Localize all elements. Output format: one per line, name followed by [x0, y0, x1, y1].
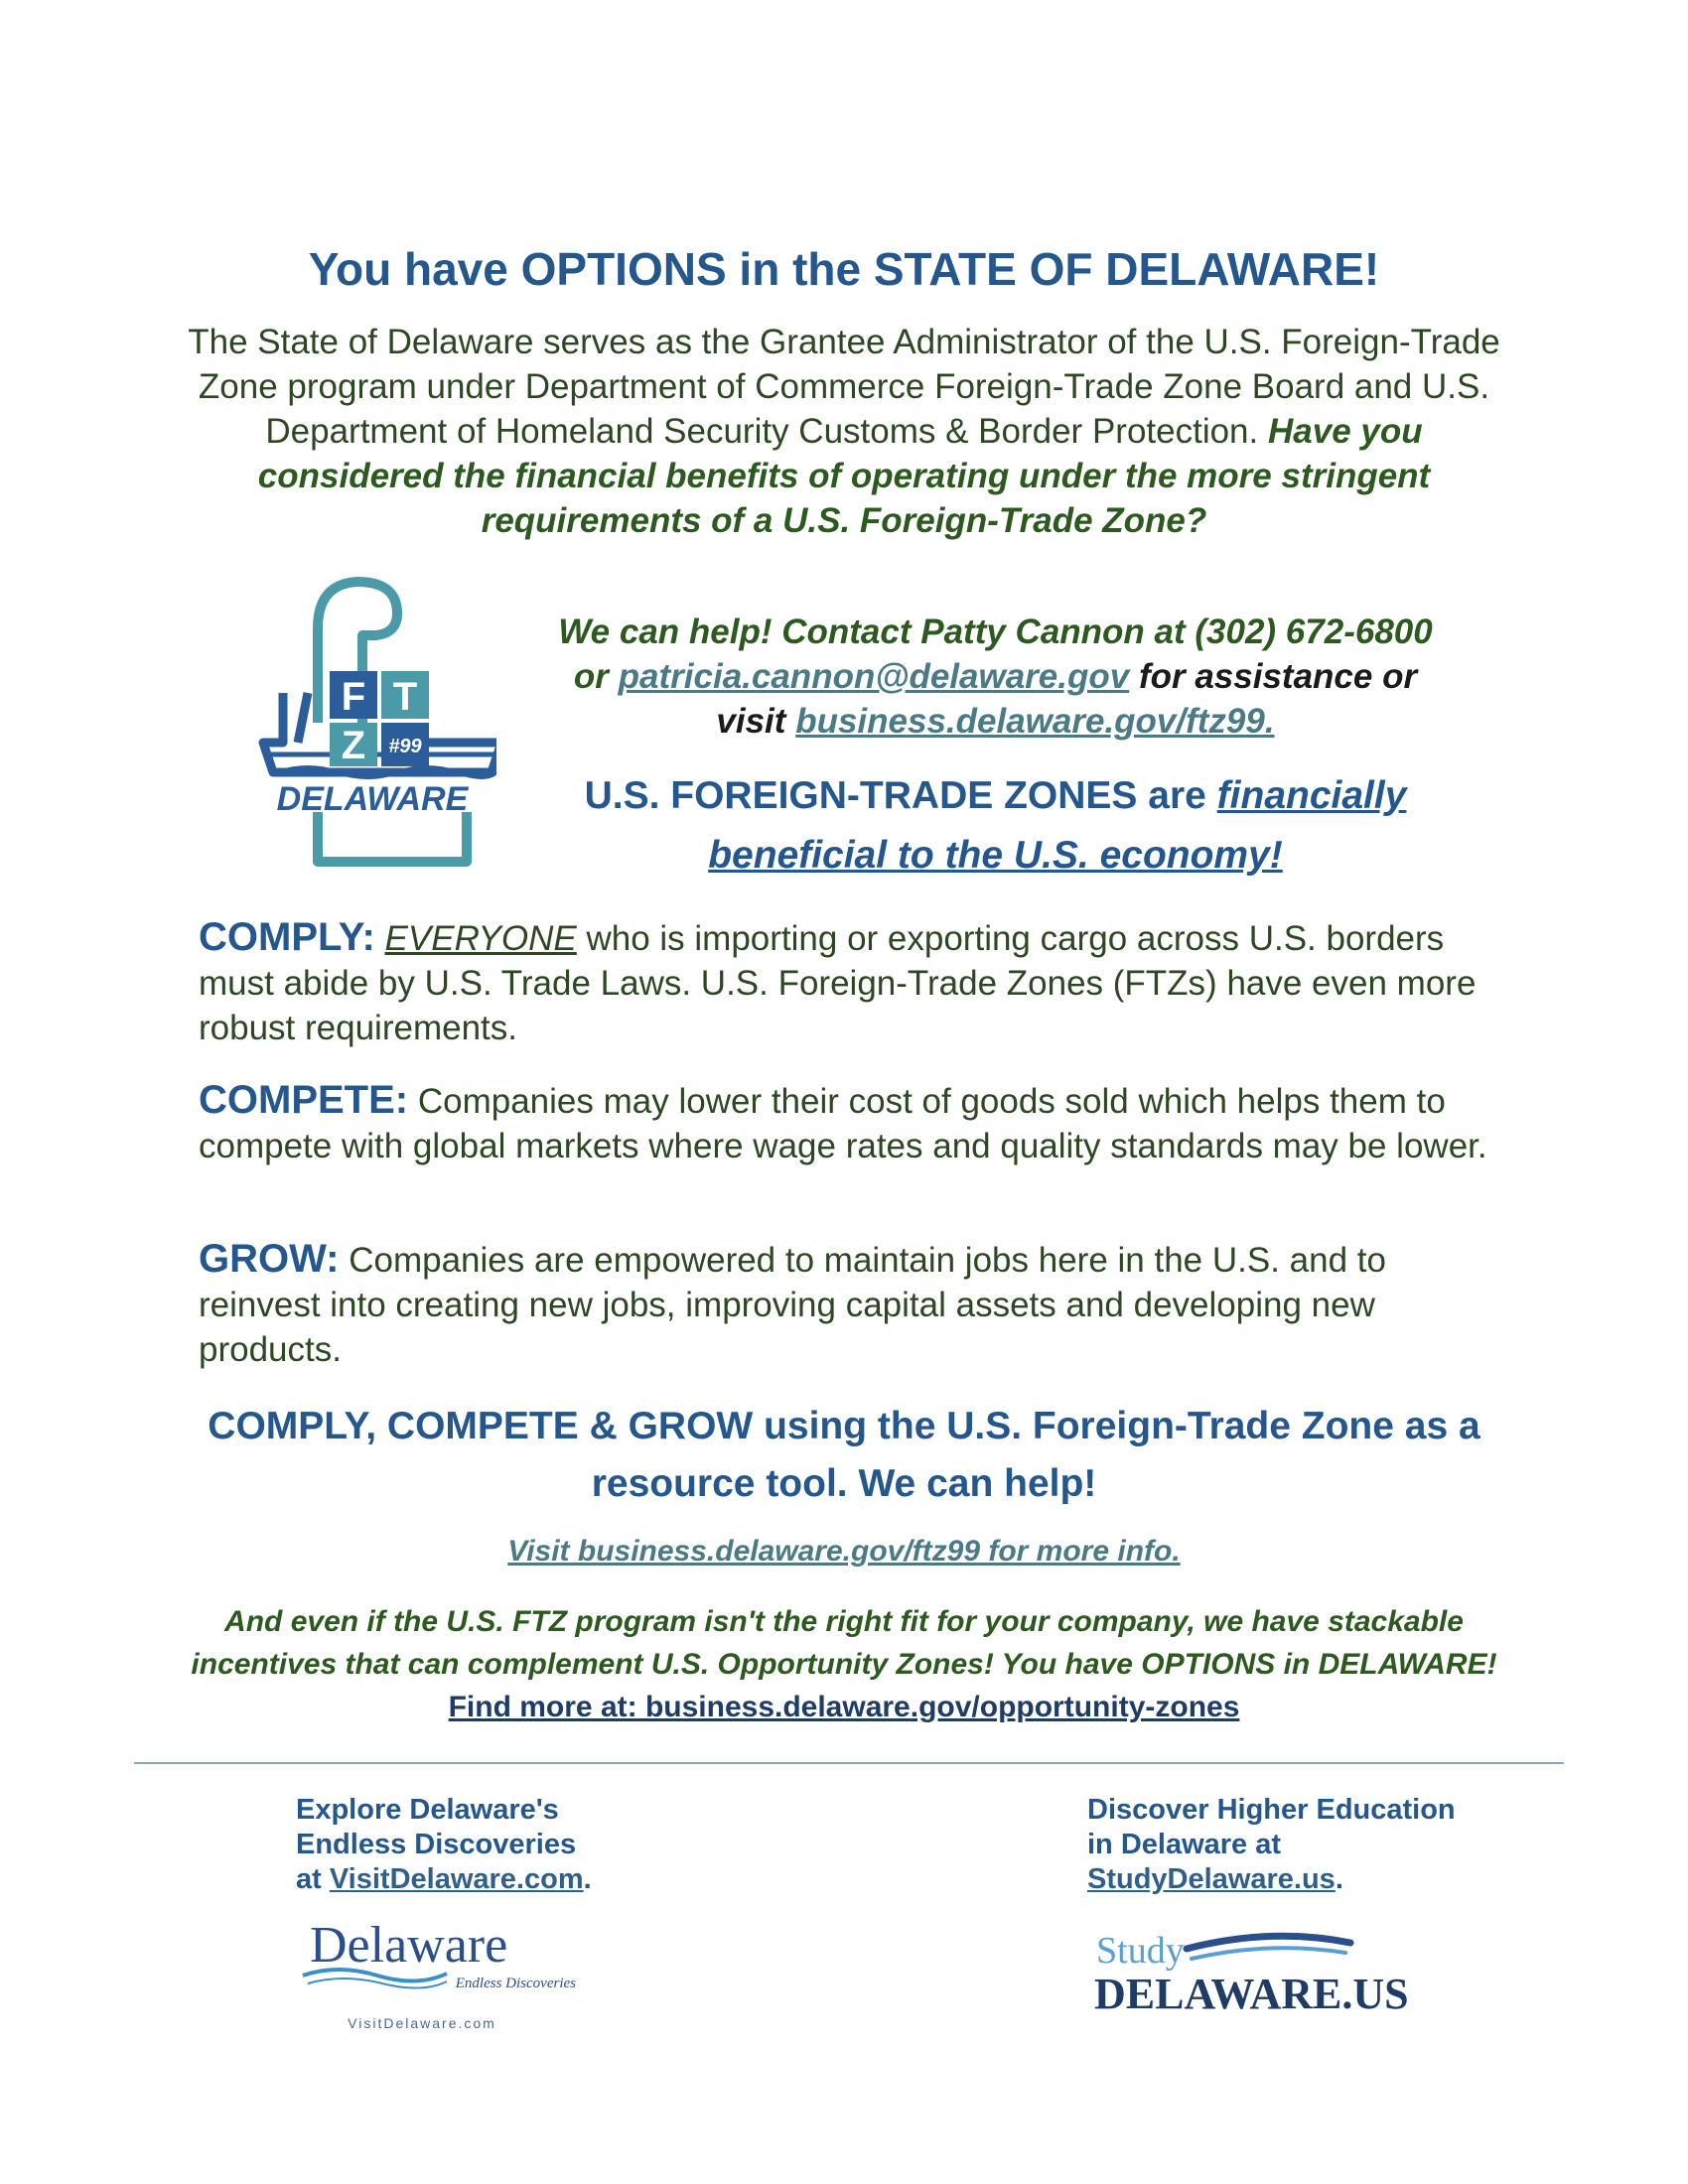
study-logo-bottom: DELAWARE.US [1094, 1970, 1409, 2018]
ftz-benefit-statement [501, 766, 1489, 886]
grow-label: GROW: [199, 1237, 340, 1281]
footer-right-period: . [1335, 1863, 1343, 1895]
visit-logo-tagline: Endless Discoveries [455, 1976, 576, 1991]
study-delaware-logo [1092, 1921, 1430, 2020]
benefit-prefix: U.S. FOREIGN-TRADE ZONES are [584, 774, 1206, 817]
intro-question: Have you considered the financial benefits of operating under the more stringent requirements of a U.S. Foreign-Trade Zone? [257, 412, 1431, 540]
study-delaware-link[interactable]: StudyDelaware.us [1087, 1863, 1336, 1895]
logo-letter-f: F [341, 675, 366, 719]
logo-number: #99 [388, 736, 422, 757]
study-logo-top: Study [1096, 1930, 1185, 1972]
grow-text: Companies are empowered to maintain jobs here in the U.S. and to reinvest into creating new jobs, improving capital assets and developing new products. [199, 1241, 1386, 1369]
comply-text: who is importing or exporting cargo across U.S. borders must abide by U.S. Trade Laws. U.S. Foreign-Trade Zones (FTZs) have even more robust requirements. [199, 919, 1477, 1047]
footer-study-delaware [1087, 1793, 1544, 1897]
comply-everyone: EVERYONE [384, 919, 577, 958]
logo-state: DELAWARE [276, 780, 469, 818]
logo-letter-z: Z [341, 724, 366, 767]
contact-block [501, 610, 1489, 744]
footer-left-period: . [583, 1863, 592, 1895]
logo-letter-t: T [392, 675, 418, 719]
ftz-website-link[interactable]: business.delaware.gov/ftz99. [795, 702, 1275, 741]
footer-right-line1: Discover Higher Education [1087, 1794, 1456, 1826]
benefit-emphasis: financially beneficial to the U.S. economy! [708, 774, 1407, 877]
intro-text: The State of Delaware serves as the Grantee Administrator of the U.S. Foreign-Trade Zone program under Department of Commerce Foreign-Trade Zone Board and U.S. Department of Homeland Security Customs & Border Protection. [188, 323, 1500, 451]
more-info-link[interactable]: Visit business.delaware.gov/ftz99 for more info. [507, 1535, 1181, 1568]
compete-text: Companies may lower their cost of goods sold which helps them to compete with global markets where wage rates and quality standards may be lower. [199, 1082, 1487, 1165]
footer-divider [134, 1762, 1564, 1764]
compete-section [199, 1078, 1499, 1168]
intro-paragraph [179, 320, 1509, 543]
compete-label: COMPETE: [199, 1078, 409, 1122]
contact-lead: We can help! Contact Patty Cannon at (302) 672-6800 [558, 613, 1433, 651]
opportunity-zones-link[interactable]: Find more at: business.delaware.gov/opportunity-zones [448, 1691, 1240, 1723]
contact-or: or [573, 657, 609, 696]
comply-section [199, 915, 1499, 1050]
ftz-99-delaware-logo [248, 574, 496, 872]
email-link[interactable]: patricia.cannon@delaware.gov [618, 657, 1130, 696]
visit-logo-word: Delaware [310, 1917, 508, 1974]
page-title: You have OPTIONS in the STATE OF DELAWARE! [308, 243, 1380, 295]
footer-right-line2: in Delaware at [1087, 1829, 1282, 1860]
opportunity-zones-note [169, 1600, 1519, 1728]
contact-assist: for assistance or [1138, 657, 1418, 696]
contact-visit: visit [716, 702, 786, 741]
footer-left-at: at [296, 1863, 322, 1895]
footer-left-line2: Endless Discoveries [296, 1829, 577, 1860]
visit-delaware-logo [298, 1914, 596, 1993]
footer-visit-delaware [296, 1793, 733, 1897]
grow-section [199, 1237, 1499, 1372]
opportunity-text: And even if the U.S. FTZ program isn't the right fit for your company, we have stackable incentives that can complement U.S. Opportunity Zones! You have OPTIONS in DELAWARE! [191, 1605, 1497, 1681]
footer-left-line1: Explore Delaware's [296, 1794, 559, 1826]
comply-label: COMPLY: [199, 915, 375, 959]
visit-logo-url: VisitDelaware.com [348, 2015, 496, 2031]
call-to-action: COMPLY, COMPETE & GROW using the U.S. Foreign-Trade Zone as a resource tool. We can help! [208, 1405, 1480, 1505]
visit-delaware-link[interactable]: VisitDelaware.com [329, 1863, 584, 1895]
